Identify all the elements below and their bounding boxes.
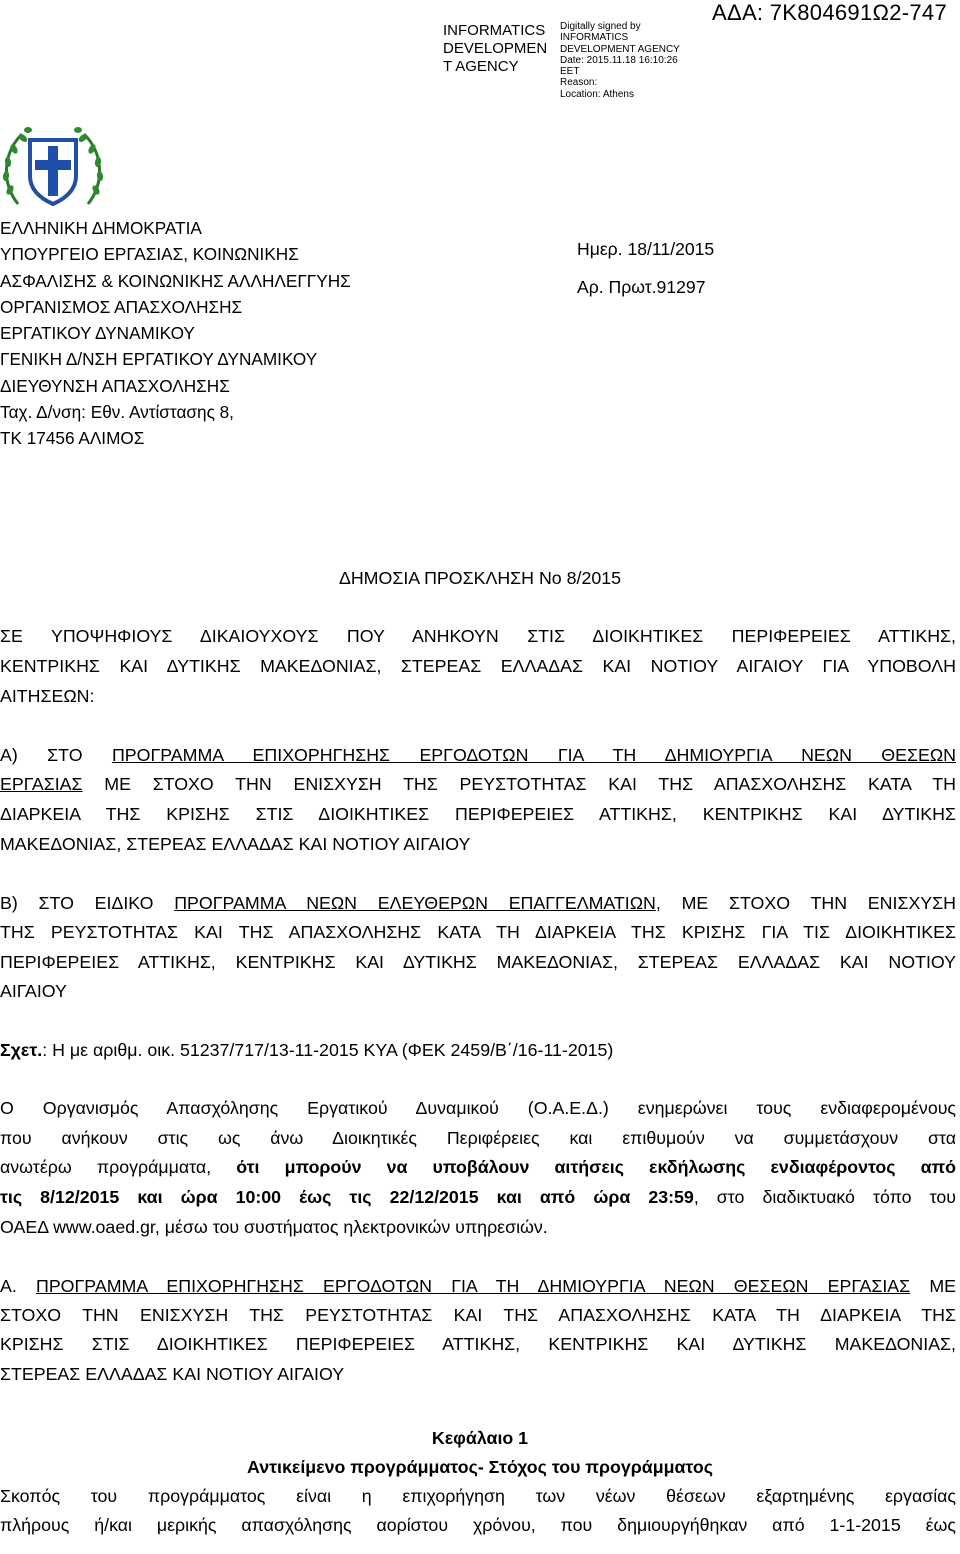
section-a-line-1-text: ΜΕ [910,1276,956,1296]
item-a-line-3: ΔΙΑΡΚΕΙΑ ΤΗΣ ΚΡΙΣΗΣ ΣΤΙΣ ΔΙΟΙΚΗΤΙΚΕΣ ΠΕΡΙΦΕΡΕΙΕΣ ΑΤΤΙΚΗΣ, ΚΕΝΤΡΙΚΗΣ ΚΑΙ ΔΥΤΙΚΗΣ [0,804,956,824]
item-a-line-4: ΜΑΚΕΔΟΝΙΑΣ, ΣΤΕΡΕΑΣ ΕΛΛΑΔΑΣ ΚΑΙ ΝΟΤΙΟΥ ΑΙΓΑΙΟΥ [0,834,471,854]
announcement-line: ΟΑΕΔ www.oaed.gr, μέσω του συστήματος ηλεκτρονικών υπηρεσιών. [0,1217,548,1237]
item-a-line-1 [0,745,956,766]
signature-detail-line: Digitally signed by [560,21,641,32]
section-a-prefix: Α. [0,1276,36,1296]
item-a-line-2-text: ΜΕ ΣΤΟΧΟ ΤΗΝ ΕΝΙΣΧΥΣΗ ΤΗΣ ΡΕΥΣΤΟΤΗΤΑΣ ΚΑΙ ΤΗΣ ΑΠΑΣΧΟΛΗΣΗΣ ΚΑΤΑ ΤΗ [82,774,956,794]
section-a-line-1 [0,1276,956,1297]
intro-line: ΣΕ ΥΠΟΨΗΦΙΟΥΣ ΔΙΚΑΙΟΥΧΟΥΣ ΠΟΥ ΑΝΗΚΟΥΝ ΣΤΙΣ ΔΙΟΙΚΗΤΙΚΕΣ ΠΕΡΙΦΕΡΕΙΕΣ ΑΤΤΙΚΗΣ, [0,626,956,646]
chapter-text-line: πλήρους ή/και μερικής απασχόλησης αορίστου χρόνου, που δημιουργήθηκαν από 1-1-2015 έως [0,1515,956,1535]
item-b-line-4: ΑΙΓΑΙΟΥ [0,981,67,1001]
sender-line: ΓΕΝΙΚΗ Δ/ΝΣΗ ΕΡΓΑΤΙΚΟΥ ΔΥΝΑΜΙΚΟΥ [0,349,318,370]
signature-name-line: T AGENCY [443,58,519,75]
section-a-title: ΠΡΟΓΡΑΜΜΑ ΕΠΙΧΟΡΗΓΗΣΗΣ ΕΡΓΟΔΟΤΩΝ ΓΙΑ ΤΗ ΔΗΜΙΟΥΡΓΙΑ ΝΕΩΝ ΘΕΣΕΩΝ ΕΡΓΑΣΙΑΣ [35,1276,911,1296]
item-b-line-1 [0,893,956,914]
item-a-line-2 [0,774,956,795]
document-title: ΔΗΜΟΣΙΑ ΠΡΟΣΚΛΗΣΗ Νο 8/2015 [338,568,622,588]
announcement-text: ανωτέρω προγράμματα, [0,1157,237,1177]
section-a-line-3: ΚΡΙΣΗΣ ΣΤΙΣ ΔΙΟΙΚΗΤΙΚΕΣ ΠΕΡΙΦΕΡΕΙΕΣ ΑΤΤΙΚΗΣ, ΚΕΝΤΡΙΚΗΣ ΚΑΙ ΔΥΤΙΚΗΣ ΜΑΚΕΔΟΝΙΑΣ, [0,1334,956,1354]
document-meta [577,230,714,306]
sender-line: ΥΠΟΥΡΓΕΙΟ ΕΡΓΑΣΙΑΣ, ΚΟΙΝΩΝΙΚΗΣ [0,244,299,265]
section-a-line-4: ΣΤΕΡΕΑΣ ΕΛΛΑΔΑΣ ΚΑΙ ΝΟΤΙΟΥ ΑΙΓΑΙΟΥ [0,1364,345,1384]
sender-line: ΔΙΕΥΘΥΝΣΗ ΑΠΑΣΧΟΛΗΣΗΣ [0,375,230,396]
reference-label: Σχετ. [0,1040,43,1060]
announcement-line [0,1157,956,1178]
sender-line: ΑΣΦΑΛΙΣΗΣ & ΚΟΙΝΩΝΙΚΗΣ ΑΛΛΗΛΕΓΓΥΗΣ [0,270,351,291]
chapter-text-line: Σκοπός του προγράμματος είναι η επιχορήγηση των νέων θέσεων εξαρτημένης εργασίας [0,1486,956,1506]
protocol-number: Αρ. Πρωτ.91297 [577,277,706,297]
chapter-heading: Κεφάλαιο 1 [431,1428,529,1448]
greek-coat-of-arms-icon [0,124,106,212]
signature-name-line: DEVELOPMEN [443,40,548,57]
announcement-line [0,1187,956,1208]
application-period: τις 8/12/2015 και ώρα 10:00 έως τις 22/12/2015 και από ώρα 23:59 [0,1187,694,1207]
signature-detail-line: Date: 2015.11.18 16:10:26 [560,54,678,66]
ada-code: ΑΔΑ: 7Κ804691Ω2-747 [711,0,947,25]
signature-name-line: INFORMATICS [443,22,546,39]
document-date: Ημερ. 18/11/2015 [577,239,715,259]
sender-line: ΤΚ 17456 ΑΛΙΜΟΣ [0,428,145,449]
item-a-program-title: ΠΡΟΓΡΑΜΜΑ ΕΠΙΧΟΡΗΓΗΣΗΣ ΕΡΓΟΔΟΤΩΝ ΓΙΑ ΤΗ ΔΗΜΙΟΥΡΓΙΑ ΝΕΩΝ ΘΕΣΕΩΝ [111,745,956,765]
item-b-line-2: ΤΗΣ ΡΕΥΣΤΟΤΗΤΑΣ ΚΑΙ ΤΗΣ ΑΠΑΣΧΟΛΗΣΗΣ ΚΑΤΑ ΤΗ ΔΙΑΡΚΕΙΑ ΤΗΣ ΚΡΙΣΗΣ ΓΙΑ ΤΙΣ ΔΙΟΙΚΗΤΙΚΕΣ [0,922,956,942]
signature-detail-line: DEVELOPMENT AGENCY [560,43,680,55]
reference-line [0,1040,613,1061]
sender-line: Ταχ. Δ/νση: Εθν. Αντίστασης 8, [0,402,234,423]
intro-line: ΑΙΤΗΣΕΩΝ: [0,686,95,706]
announcement-line: Ο Οργανισμός Απασχόλησης Εργατικού Δυναμικού (Ο.Α.Ε.Δ.) ενημερώνει τους ενδιαφερομένους [0,1098,956,1118]
signature-detail-line: Reason: [560,77,598,89]
sender-line: ΕΛΛΗΝΙΚΗ ΔΗΜΟΚΡΑΤΙΑ [0,218,202,238]
sender-line: ΕΡΓΑΤΙΚΟΥ ΔΥΝΑΜΙΚΟΥ [0,323,195,344]
signature-details [560,21,680,100]
signature-detail-line: EET [560,66,580,78]
item-b-program-title: ΠΡΟΓΡΑΜΜΑ ΝΕΩΝ ΕΛΕΥΘΕΡΩΝ ΕΠΑΓΓΕΛΜΑΤΙΩΝ [174,893,656,913]
reference-text: : Η με αριθμ. οικ. 51237/717/13-11-2015 ΚΥΑ (ΦΕΚ 2459/Β΄/16-11-2015) [42,1040,614,1060]
item-a-prefix: Α) ΣΤΟ [0,745,112,765]
sender-line: ΟΡΓΑΝΙΣΜΟΣ ΑΠΑΣΧΟΛΗΣΗΣ [0,296,243,317]
intro-line: ΚΕΝΤΡΙΚΗΣ ΚΑΙ ΔΥΤΙΚΗΣ ΜΑΚΕΔΟΝΙΑΣ, ΣΤΕΡΕΑΣ ΕΛΛΑΔΑΣ ΚΑΙ ΝΟΤΙΟΥ ΑΙΓΑΙΟΥ ΓΙΑ ΥΠΟΒΟΛΗ [0,656,956,676]
chapter-subheading: Αντικείμενο προγράμματος- Στόχος του προγράμματος [247,1457,713,1477]
signature-detail-line: Location: Athens [560,88,634,100]
item-a-program-title-end: ΕΡΓΑΣΙΑΣ [0,774,83,794]
announcement-bold-text: ότι μπορούν να υποβάλουν αιτήσεις εκδήλωσης ενδιαφέροντος από [236,1157,957,1177]
announcement-line: που ανήκουν στις ως άνω Διοικητικές Περιφέρειες και επιθυμούν να συμμετάσχουν στα [0,1128,956,1148]
sender-block [0,215,351,452]
item-b-prefix: Β) ΣΤΟ ΕΙΔΙΚΟ [0,893,175,913]
signature-detail-line: INFORMATICS [560,32,629,44]
announcement-text: , στο διαδικτυακό τόπο του [693,1187,956,1207]
item-b-line-3: ΠΕΡΙΦΕΡΕΙΕΣ ΑΤΤΙΚΗΣ, ΚΕΝΤΡΙΚΗΣ ΚΑΙ ΔΥΤΙΚΗΣ ΜΑΚΕΔΟΝΙΑΣ, ΣΤΕΡΕΑΣ ΕΛΛΑΔΑΣ ΚΑΙ ΝΟΤΙΟΥ [0,952,956,972]
signature-name [443,22,561,76]
item-b-line-1-text: , ΜΕ ΣΤΟΧΟ ΤΗΝ ΕΝΙΣΧΥΣΗ [655,893,956,913]
section-a-line-2: ΣΤΟΧΟ ΤΗΝ ΕΝΙΣΧΥΣΗ ΤΗΣ ΡΕΥΣΤΟΤΗΤΑΣ ΚΑΙ ΤΗΣ ΑΠΑΣΧΟΛΗΣΗΣ ΚΑΤΑ ΤΗ ΔΙΑΡΚΕΙΑ ΤΗΣ [0,1305,956,1325]
